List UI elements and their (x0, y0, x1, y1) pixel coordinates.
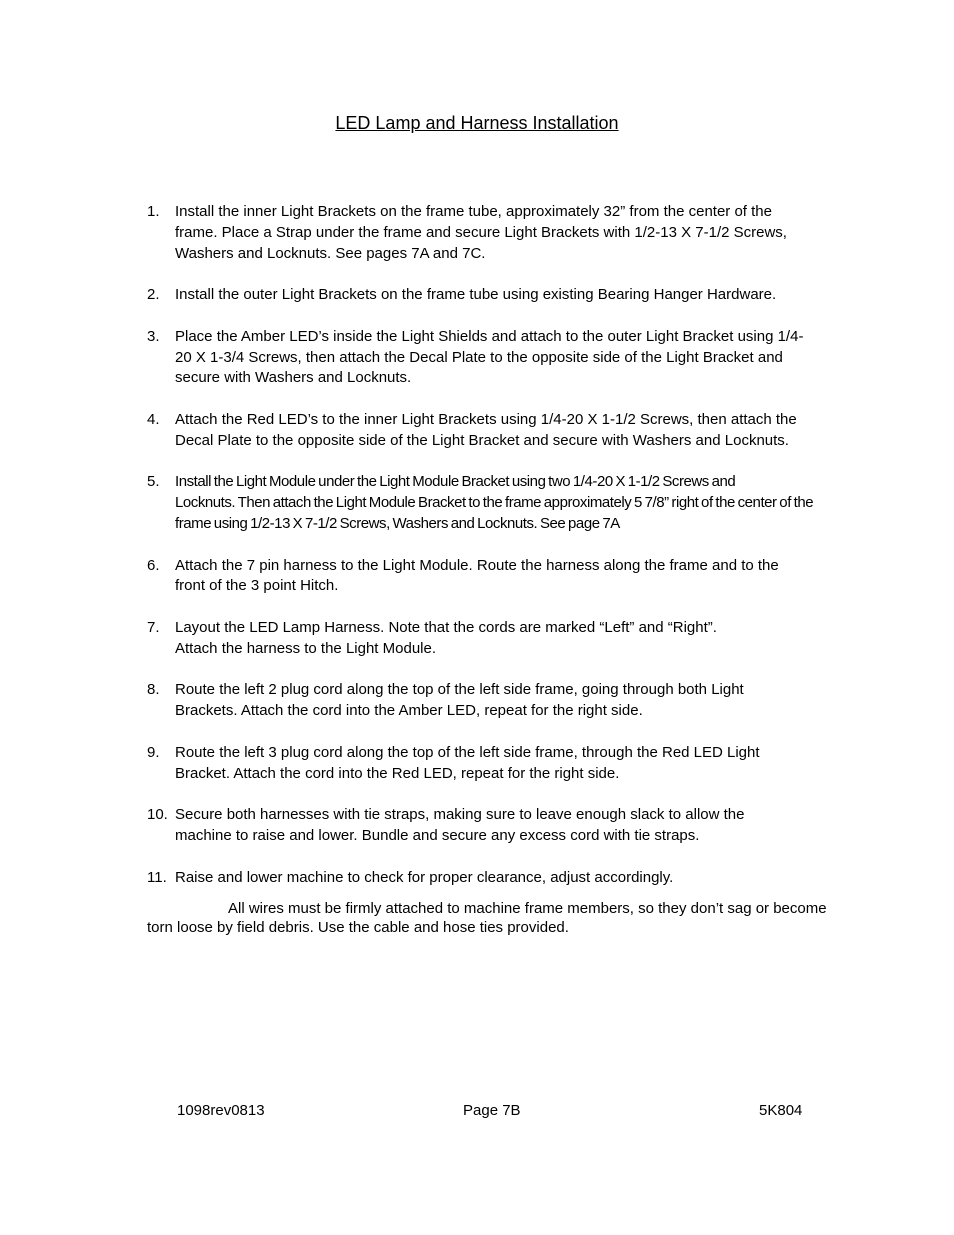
step-number: 5. (147, 473, 160, 491)
footer-part-number: 5K804 (759, 1102, 803, 1119)
list-item (147, 556, 837, 598)
step-text: Attach the 7 pin harness to the Light Module. Route the harness along the frame and to the front of the 3 point Hitch. (175, 556, 779, 595)
step-number: 2. (147, 286, 160, 304)
step-text: Attach the Red LED’s to the inner Light Brackets using 1/4-20 X 1-1/2 Screws, then attach the Decal Plate to the opposite side of the Light Bracket and secure with Washers and Locknuts. (175, 410, 797, 449)
step-text: Secure both harnesses with tie straps, making sure to leave enough slack to allow the machine to raise and lower. Bundle and secure any excess cord with tie straps. (175, 806, 745, 844)
list-item (147, 202, 837, 264)
list-item (147, 618, 837, 660)
note-paragraph: All wires must be firmly attached to machine frame members, so they don’t sag or become torn loose by field debris. Use the cable and hose ties provided. (147, 900, 827, 936)
step-text: Install the inner Light Brackets on the frame tube, approximately 32” from the center of the frame. Place a Strap under the frame and secure Light Brackets with 1/2-13 X 7-1/2 Screws, Washers and Locknuts. See pages 7A and 7C. (175, 203, 787, 262)
step-number: 10. (147, 806, 168, 824)
step-text: Layout the LED Lamp Harness. Note that the cords are marked “Left” and “Right”. Attach the harness to the Light Module. (175, 618, 717, 657)
step-number: 9. (147, 743, 160, 761)
footer-doc-code: 1098rev0813 (177, 1102, 265, 1119)
step-number: 8. (147, 681, 160, 699)
list-item (147, 680, 837, 722)
footer-page-number: Page 7B (463, 1102, 521, 1119)
step-number: 7. (147, 618, 160, 636)
step-number: 11. (147, 868, 167, 886)
list-item (147, 868, 837, 889)
list-item (147, 743, 837, 785)
step-text: Install the Light Module under the Light Module Bracket using two 1/4-20 X 1-1/2 Screws and Locknuts. Then attach the Light Module Bracket to the frame approximately 5 7/8” right of the center of the frame using 1/2-13 X 7-1/2 Screws, Washers and Locknuts. See page 7A (175, 473, 814, 532)
instruction-list (147, 202, 837, 909)
step-text: Place the Amber LED’s inside the Light Shields and attach to the outer Light Bracket using 1/4- 20 X 1-3/4 Screws, then attach the Decal Plate to the opposite side of the Light Bracket and secure with Washers and Locknuts. (175, 327, 804, 387)
list-item (147, 472, 837, 534)
list-item (147, 327, 837, 389)
step-number: 4. (147, 410, 160, 428)
step-number: 1. (147, 203, 160, 220)
step-number: 6. (147, 556, 160, 574)
step-text: Install the outer Light Brackets on the frame tube using existing Bearing Hanger Hardware. (175, 286, 777, 304)
list-item (147, 805, 837, 847)
page-title: LED Lamp and Harness Installation (335, 113, 619, 133)
step-text: Route the left 2 plug cord along the top of the left side frame, going through both Light Brackets. Attach the cord into the Amber LED, repeat for the right side. (175, 681, 744, 720)
list-item (147, 410, 837, 452)
list-item (147, 285, 837, 306)
step-number: 3. (147, 327, 160, 345)
step-text: Raise and lower machine to check for proper clearance, adjust accordingly. (175, 868, 674, 886)
step-text: Route the left 3 plug cord along the top of the left side frame, through the Red LED Light Bracket. Attach the cord into the Red LED, repeat for the right side. (175, 743, 760, 782)
